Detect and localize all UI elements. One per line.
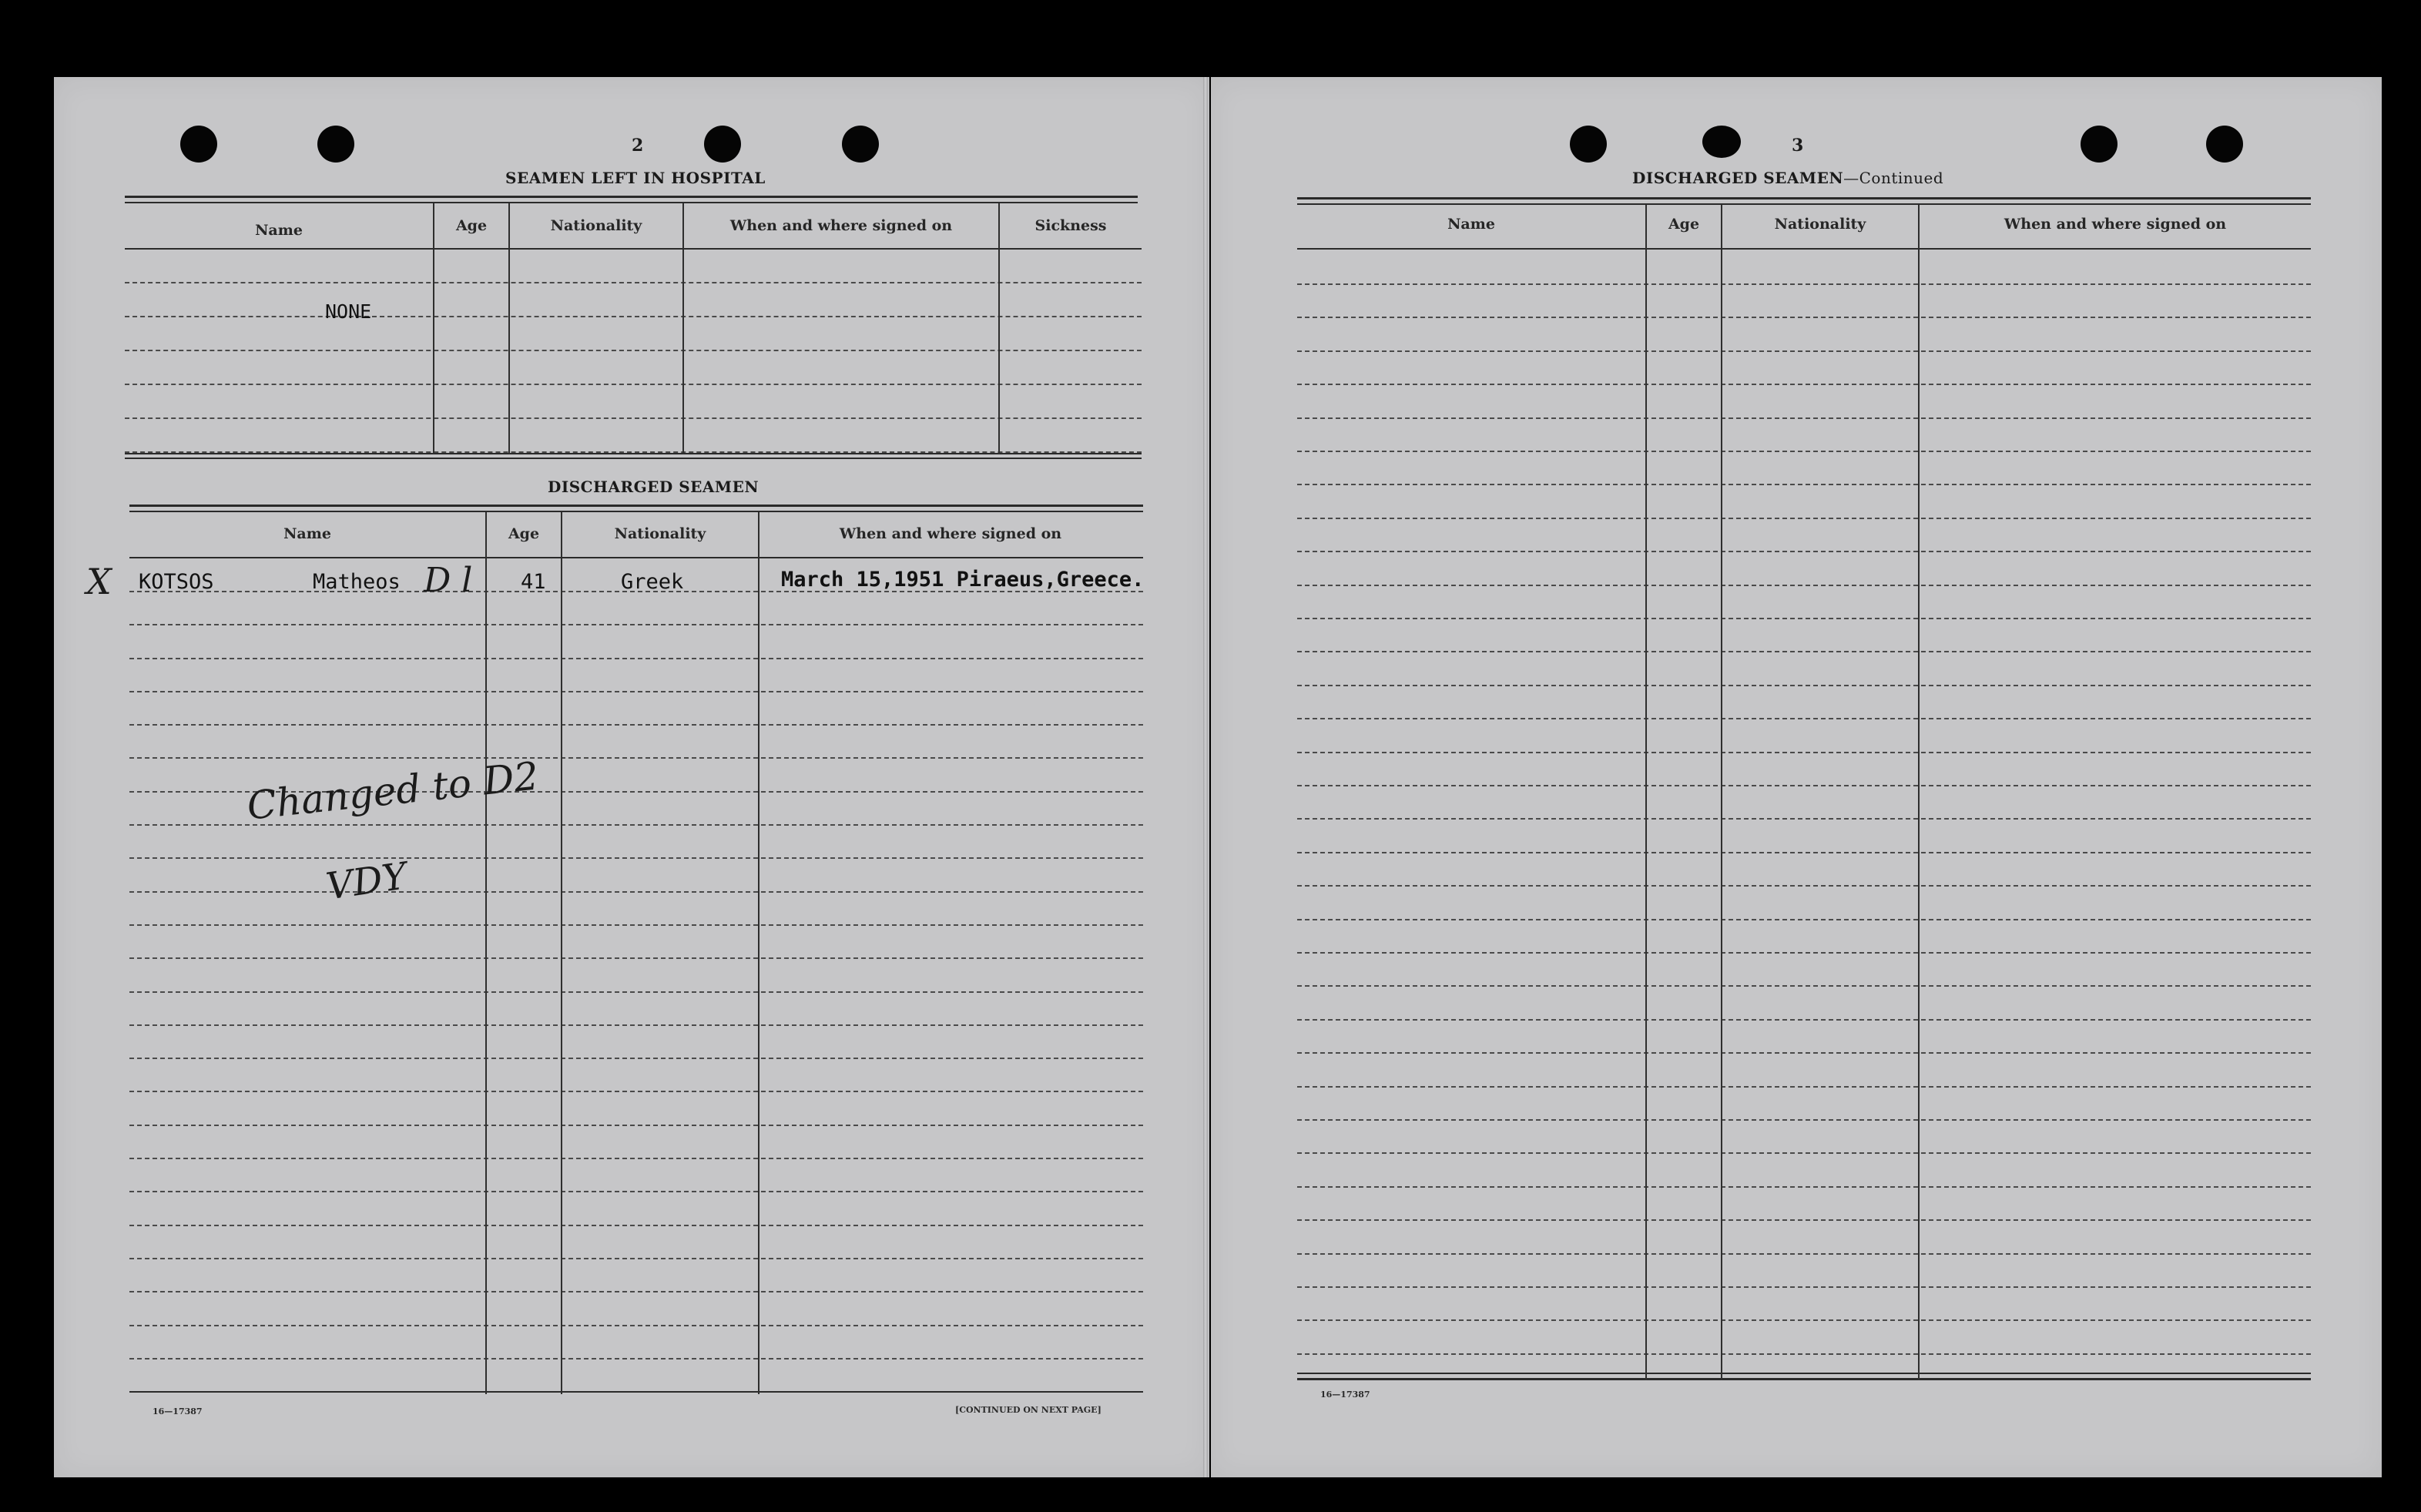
- column-divider: [682, 203, 684, 454]
- column-divider: [1918, 205, 1920, 1380]
- column-divider: [485, 512, 487, 1394]
- punch-hole: [2206, 126, 2243, 163]
- ruled-line: [129, 1191, 1143, 1192]
- rule: [1297, 203, 2311, 205]
- ruled-line: [1297, 1119, 2311, 1121]
- rule: [1297, 1373, 2311, 1374]
- ruled-line: [1297, 1286, 2311, 1288]
- ruled-line: [1297, 952, 2311, 954]
- ruled-line: [129, 891, 1143, 893]
- punch-hole: [842, 126, 879, 163]
- ruled-line: [129, 1024, 1143, 1026]
- page-number: 3: [1792, 136, 1804, 156]
- ruled-line: [1297, 1219, 2311, 1221]
- rule: [1297, 197, 2311, 199]
- rule: [1297, 1378, 2311, 1380]
- ruled-line: [129, 1358, 1143, 1359]
- punch-hole: [1570, 126, 1607, 163]
- form-number: 16—17387: [153, 1406, 203, 1416]
- punch-hole: [180, 126, 217, 163]
- column-header-name: Name: [1447, 216, 1495, 233]
- ruled-line: [1297, 1319, 2311, 1321]
- ruled-line: [1297, 585, 2311, 586]
- ruled-line: [129, 1225, 1143, 1226]
- ruled-line: [129, 957, 1143, 959]
- hospital-entry: NONE: [325, 300, 372, 323]
- ruled-line: [1297, 919, 2311, 920]
- ruled-line: [1297, 484, 2311, 485]
- punch-hole: [2081, 126, 2118, 163]
- ruled-line: [129, 1125, 1143, 1126]
- rule: [129, 511, 1143, 512]
- ruled-line: [129, 991, 1143, 993]
- column-header-sickness: Sickness: [1034, 217, 1107, 234]
- ruled-line: [129, 658, 1143, 659]
- hospital-section-title: SEAMEN LEFT IN HOSPITAL: [505, 169, 766, 187]
- ruled-line: [129, 1325, 1143, 1326]
- ruled-line: [1297, 885, 2311, 887]
- ruled-line: [125, 316, 1142, 317]
- left-page: [54, 77, 1209, 1477]
- rule: [125, 458, 1142, 459]
- ruled-line: [129, 1158, 1143, 1159]
- ruled-line: [1297, 1353, 2311, 1355]
- discharged-continued-title-suffix: —Continued: [1843, 169, 1944, 187]
- ruled-line: [1297, 618, 2311, 619]
- ruled-line: [1297, 417, 2311, 419]
- column-header-name: Name: [283, 525, 331, 542]
- column-divider: [1645, 205, 1647, 1380]
- rule: [129, 1391, 1143, 1393]
- column-header-nationality: Nationality: [614, 525, 706, 542]
- check-mark: X: [86, 561, 112, 602]
- punch-hole: [704, 126, 741, 163]
- punch-hole: [1702, 126, 1741, 158]
- seaman-age: 41: [521, 570, 546, 594]
- ruled-line: [1297, 818, 2311, 820]
- ruled-line: [1297, 651, 2311, 652]
- ruled-line: [129, 857, 1143, 859]
- ruled-line: [1297, 752, 2311, 753]
- ruled-line: [1297, 283, 2311, 285]
- rule: [125, 196, 1138, 198]
- ruled-line: [1297, 384, 2311, 385]
- column-header-age: Age: [508, 525, 540, 542]
- column-header-signed-on: When and where signed on: [839, 525, 1062, 542]
- ruled-line: [129, 1058, 1143, 1059]
- form-number: 16—17387: [1320, 1390, 1370, 1400]
- column-header-name: Name: [255, 222, 303, 239]
- ruled-line: [1297, 852, 2311, 853]
- column-divider: [758, 512, 759, 1394]
- ruled-line: [1297, 518, 2311, 519]
- continued-note: [CONTINUED ON NEXT PAGE]: [955, 1405, 1102, 1415]
- seaman-nationality: Greek: [621, 570, 684, 594]
- ruled-line: [129, 757, 1143, 759]
- column-header-age: Age: [455, 217, 488, 234]
- ruled-line: [1297, 985, 2311, 987]
- ruled-line: [129, 624, 1143, 625]
- handwritten-note: Changed to D2: [245, 753, 541, 829]
- right-page: [1211, 77, 2382, 1477]
- discharged-continued-title-main: DISCHARGED SEAMEN: [1632, 169, 1844, 187]
- column-header-nationality: Nationality: [550, 217, 642, 234]
- column-divider: [561, 512, 562, 1394]
- ruled-line: [1297, 1019, 2311, 1021]
- ruled-line: [1297, 718, 2311, 719]
- ruled-line: [125, 417, 1142, 419]
- ruled-line: [129, 1091, 1143, 1092]
- ruled-line: [1297, 1152, 2311, 1154]
- ruled-line: [1297, 1052, 2311, 1054]
- discharged-section-title: DISCHARGED SEAMEN: [548, 478, 759, 496]
- column-divider: [998, 203, 1000, 454]
- seaman-surname: KOTSOS: [139, 570, 214, 594]
- rule: [129, 505, 1143, 507]
- column-header-age: Age: [1668, 216, 1700, 233]
- discharge-annotation: D l: [424, 561, 473, 600]
- handwritten-initials: VDY: [324, 854, 410, 909]
- ruled-line: [1297, 451, 2311, 452]
- page-fold: [1203, 77, 1208, 1477]
- column-divider: [1721, 205, 1722, 1380]
- ruled-line: [1297, 685, 2311, 686]
- seaman-given-name: Matheos: [313, 570, 401, 594]
- ruled-line: [1297, 785, 2311, 786]
- column-header-signed-on: When and where signed on: [2004, 216, 2227, 233]
- ruled-line: [1297, 551, 2311, 552]
- ruled-line: [129, 1258, 1143, 1259]
- ruled-line: [129, 1291, 1143, 1292]
- rule: [125, 453, 1142, 454]
- rule: [125, 248, 1142, 250]
- signed-on-date-place: March 15,1951 Piraeus,Greece.: [781, 568, 1145, 592]
- ruled-line: [1297, 350, 2311, 352]
- column-header-signed-on: When and where signed on: [729, 217, 953, 234]
- rule: [1297, 248, 2311, 250]
- column-divider: [508, 203, 510, 454]
- ruled-line: [1297, 1253, 2311, 1255]
- ruled-line: [129, 724, 1143, 726]
- rule: [129, 557, 1143, 558]
- ruled-line: [125, 384, 1142, 385]
- ruled-line: [129, 691, 1143, 692]
- ruled-line: [1297, 317, 2311, 318]
- page-number: 2: [632, 136, 644, 156]
- discharged-continued-title: [1632, 169, 1943, 187]
- ruled-line: [129, 924, 1143, 926]
- ruled-line: [1297, 1186, 2311, 1188]
- ruled-line: [125, 350, 1142, 351]
- column-divider: [433, 203, 434, 454]
- rule: [125, 202, 1138, 203]
- ruled-line: [1297, 1086, 2311, 1088]
- ruled-line: [125, 282, 1142, 283]
- column-header-nationality: Nationality: [1774, 216, 1866, 233]
- punch-hole: [317, 126, 354, 163]
